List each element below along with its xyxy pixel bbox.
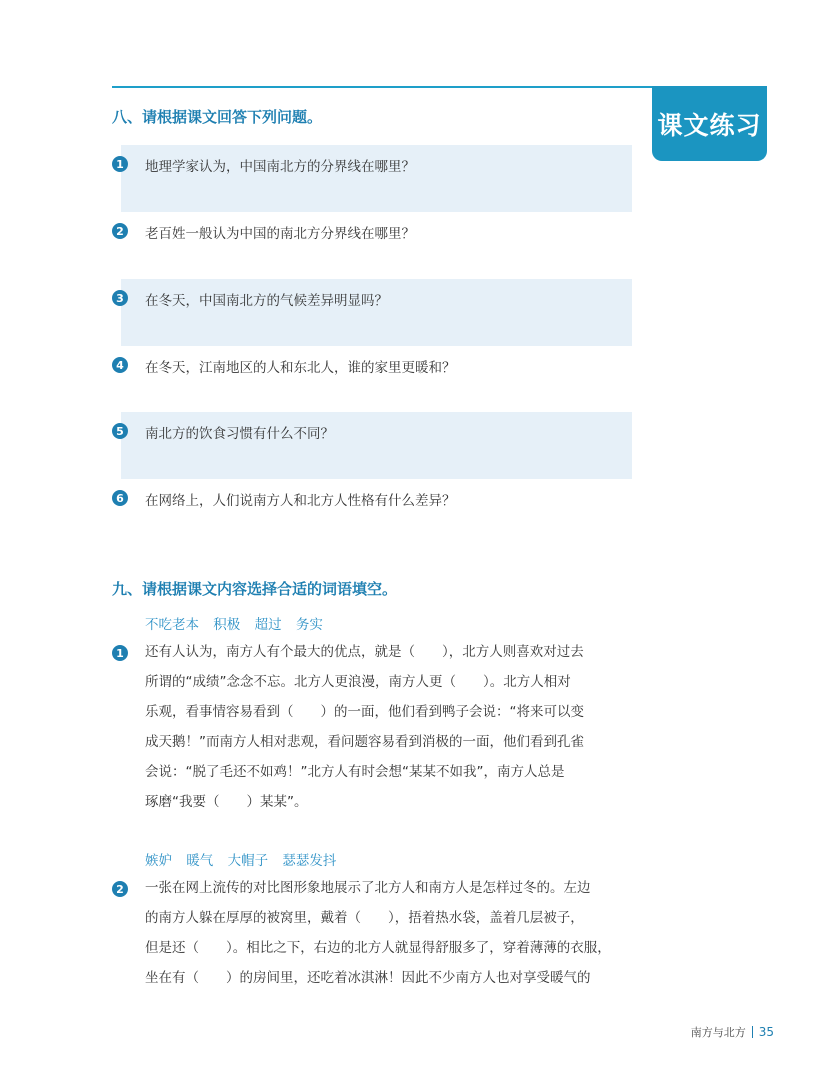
question-2 bbox=[112, 212, 632, 279]
paragraph-line: 但是还（ ）。相比之下，右边的北方人就显得舒服多了，穿着薄薄的衣服， bbox=[145, 940, 611, 956]
question-3 bbox=[112, 279, 632, 346]
paragraph-line: 会说：“脱了毛还不如鸡！”北方人有时会想“某某不如我”，南方人总是 bbox=[145, 764, 565, 780]
fill-paragraph-2 bbox=[145, 873, 633, 993]
paragraph-line: 乐观，看事情容易看到（ ）的一面，他们看到鸭子会说：“将来可以变 bbox=[145, 704, 584, 720]
section-badge: 课文练习 bbox=[652, 86, 767, 161]
paragraph-line: 一张在网上流传的对比图形象地展示了北方人和南方人是怎样过冬的。左边 bbox=[145, 880, 591, 896]
question-6 bbox=[112, 479, 632, 546]
paragraph-line: 成天鹅！”而南方人相对悲观，看问题容易看到消极的一面，他们看到孔雀 bbox=[145, 734, 584, 750]
question-1 bbox=[112, 145, 632, 212]
question-text: 在网络上，人们说南方人和北方人性格有什么差异？ bbox=[145, 493, 456, 509]
question-text: 地理学家认为，中国南北方的分界线在哪里？ bbox=[145, 159, 415, 175]
paragraph-number: 1 bbox=[112, 645, 128, 661]
question-text: 在冬天，中国南北方的气候差异明显吗？ bbox=[145, 293, 388, 309]
question-number: 1 bbox=[112, 156, 128, 172]
question-number: 3 bbox=[112, 290, 128, 306]
question-5 bbox=[112, 412, 632, 479]
footer-divider bbox=[752, 1026, 753, 1038]
paragraph-line: 的南方人躲在厚厚的被窝里，戴着（ ），捂着热水袋，盖着几层被子， bbox=[145, 910, 584, 926]
paragraph-line: 还有人认为，南方人有个最大的优点，就是（ ），北方人则喜欢对过去 bbox=[145, 644, 584, 660]
page-footer bbox=[691, 1024, 774, 1040]
question-text: 在冬天，江南地区的人和东北人，谁的家里更暖和？ bbox=[145, 360, 456, 376]
question-number: 2 bbox=[112, 223, 128, 239]
question-text: 老百姓一般认为中国的南北方分界线在哪里？ bbox=[145, 226, 415, 242]
word-bank-1: 不吃老本 积极 超过 务实 bbox=[145, 617, 323, 633]
question-number: 5 bbox=[112, 423, 128, 439]
page-number: 35 bbox=[758, 1025, 774, 1039]
section-8-title: 八、请根据课文回答下列问题。 bbox=[112, 108, 323, 126]
footer-title: 南方与北方 bbox=[690, 1026, 746, 1039]
word-bank-2: 嫉妒 暖气 大帽子 瑟瑟发抖 bbox=[145, 853, 337, 869]
question-number: 4 bbox=[112, 357, 128, 373]
question-number: 6 bbox=[112, 490, 128, 506]
question-4 bbox=[112, 346, 632, 413]
paragraph-number: 2 bbox=[112, 881, 128, 897]
header-rule bbox=[112, 86, 666, 88]
fill-paragraph-1 bbox=[145, 637, 633, 817]
paragraph-line: 坐在有（ ）的房间里，还吃着冰淇淋！因此不少南方人也对享受暖气的 bbox=[145, 970, 591, 986]
question-text: 南北方的饮食习惯有什么不同？ bbox=[145, 426, 334, 442]
paragraph-line: 琢磨“我要（ ）某某”。 bbox=[145, 794, 308, 810]
section-9-title: 九、请根据课文内容选择合适的词语填空。 bbox=[112, 580, 398, 598]
paragraph-line: 所谓的“成绩”念念不忘。北方人更浪漫，南方人更（ ）。北方人相对 bbox=[145, 674, 571, 690]
